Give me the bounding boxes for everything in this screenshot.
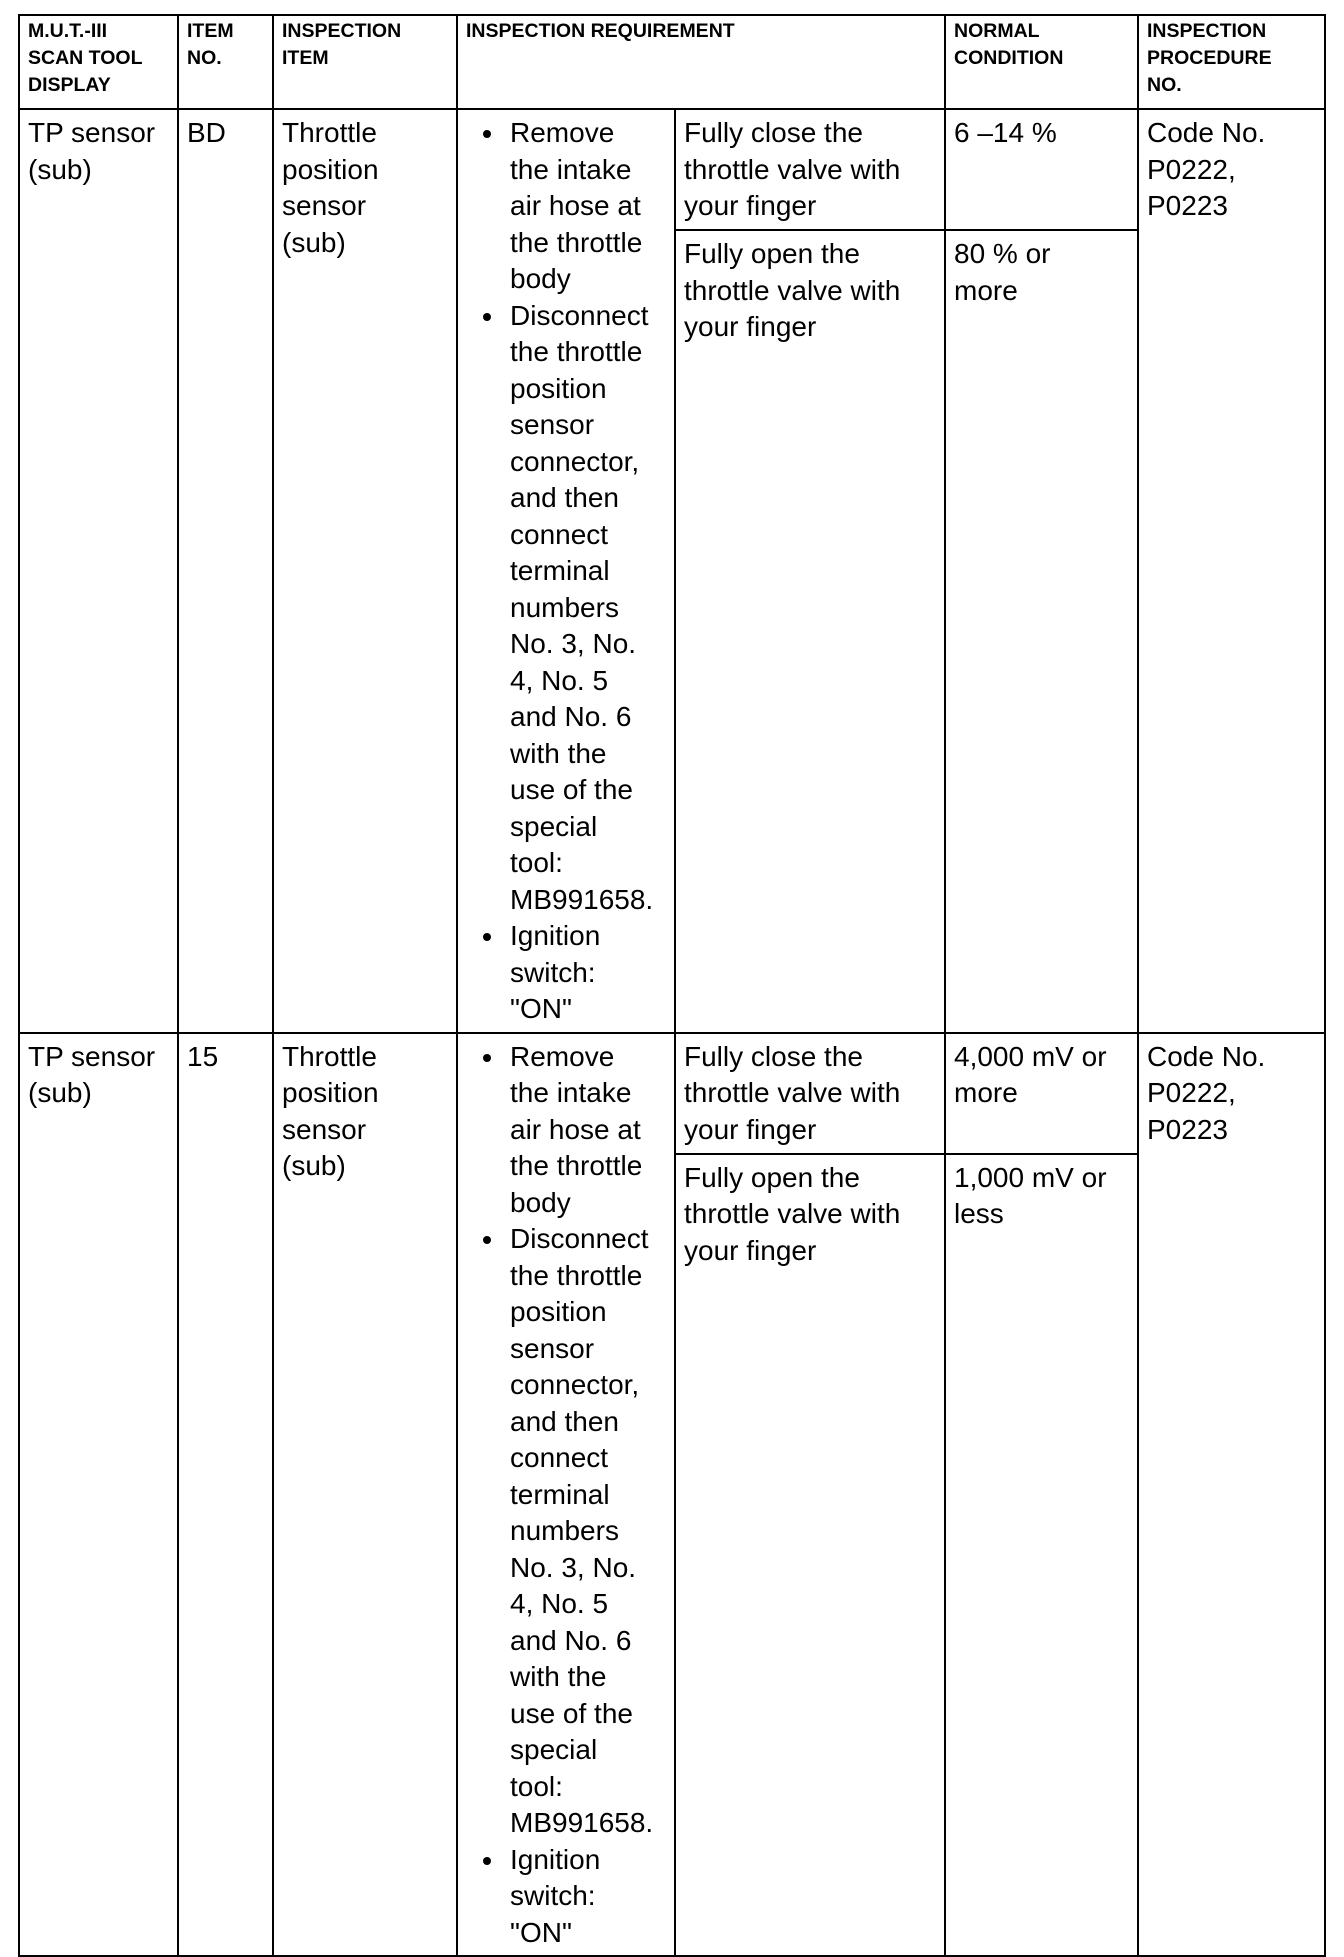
header-text: INSPECTION REQUIREMENT xyxy=(466,20,735,42)
header-scan-tool-display xyxy=(19,15,178,109)
header-inspection-procedure-no xyxy=(1138,15,1325,109)
header-text: M.U.T.-III xyxy=(28,20,108,42)
cell-text: throttle valve with xyxy=(684,153,901,185)
cell-text: No. 3, No. xyxy=(510,628,637,659)
header-text: CONDITION xyxy=(954,47,1064,69)
cell-text: and No. 6 xyxy=(510,1624,632,1656)
cell-text: your finger xyxy=(684,1234,817,1266)
cell-text: your finger xyxy=(684,1113,817,1145)
cell-text: Code No. xyxy=(1147,117,1266,148)
cell-text: Fully close the xyxy=(684,117,863,148)
item-no-cell xyxy=(178,109,273,1033)
list-item xyxy=(466,298,668,919)
cell-text: throttle valve with xyxy=(684,1198,901,1229)
inspection-item-cell xyxy=(273,109,457,1033)
cell-text: the intake xyxy=(510,1077,632,1108)
cell-text: numbers xyxy=(510,591,619,623)
cell-text: No. 3, No. xyxy=(510,1551,637,1583)
cell-text: connect xyxy=(510,1442,609,1473)
normal-condition-cell xyxy=(945,1154,1138,1957)
cell-text: connect xyxy=(510,518,609,550)
cell-text: with the xyxy=(510,737,607,769)
cell-text: "ON" xyxy=(510,1916,572,1948)
scan-tool-display-cell xyxy=(19,109,178,1033)
cell-text: Disconnect xyxy=(510,299,649,331)
list-item xyxy=(466,918,668,1028)
cell-text: Throttle xyxy=(282,1040,377,1072)
cell-text: Code No. xyxy=(1147,1040,1266,1072)
cell-text: Remove xyxy=(510,1040,615,1072)
cell-text: body xyxy=(510,1186,571,1218)
cell-text: position xyxy=(282,1077,379,1108)
header-text: DISPLAY xyxy=(28,74,111,96)
cell-text: use of the xyxy=(510,774,633,805)
condition-action-cell xyxy=(675,1154,945,1957)
cell-text: and No. 6 xyxy=(510,701,632,732)
cell-text: (sub) xyxy=(282,1150,346,1181)
cell-text: (sub) xyxy=(28,153,92,185)
normal-condition-cell xyxy=(945,230,1138,1033)
cell-text: more xyxy=(954,274,1018,306)
table-row xyxy=(19,1033,1325,1154)
cell-text: sensor xyxy=(282,190,367,221)
list-item xyxy=(466,1039,668,1222)
inspection-item-cell xyxy=(273,1033,457,1957)
cell-text: your finger xyxy=(684,190,817,221)
header-text: NORMAL xyxy=(954,20,1040,42)
header-text: PROCEDURE xyxy=(1147,47,1272,69)
cell-text: the throttle xyxy=(510,226,643,258)
cell-text: Remove xyxy=(510,117,615,148)
cell-text: (sub) xyxy=(282,226,346,258)
cell-text: sensor xyxy=(510,409,595,440)
cell-text: the throttle xyxy=(510,1259,643,1291)
cell-text: (sub) xyxy=(28,1077,92,1108)
cell-text: throttle valve with xyxy=(684,1077,901,1108)
cell-text: position xyxy=(510,372,607,404)
cell-text: tool: xyxy=(510,847,563,878)
cell-text: air hose at xyxy=(510,1113,641,1145)
cell-text: less xyxy=(954,1198,1004,1229)
cell-text: throttle valve with xyxy=(684,274,901,306)
cell-text: switch: xyxy=(510,1880,596,1911)
cell-text: and then xyxy=(510,482,619,513)
cell-text: with the xyxy=(510,1661,607,1692)
cell-text: air hose at xyxy=(510,190,641,221)
inspection-procedure-cell xyxy=(1138,109,1325,1033)
cell-text: P0223 xyxy=(1147,190,1228,221)
requirement-list xyxy=(466,1039,668,1952)
header-text: INSPECTION xyxy=(282,20,402,42)
cell-text: special xyxy=(510,1734,598,1765)
cell-text: more xyxy=(954,1077,1018,1108)
cell-text: the throttle xyxy=(510,336,643,367)
cell-text: BD xyxy=(187,117,226,148)
cell-text: MB991658. xyxy=(510,883,654,915)
cell-text: Ignition xyxy=(510,1843,601,1875)
list-item xyxy=(466,1221,668,1842)
inspection-requirement-list-cell xyxy=(457,109,675,1033)
header-inspection-requirement xyxy=(457,15,945,109)
cell-text: switch: xyxy=(510,956,596,988)
cell-text: 1,000 mV or xyxy=(954,1161,1107,1193)
header-text: SCAN TOOL xyxy=(28,47,143,69)
cell-text: 4,000 mV or xyxy=(954,1040,1107,1072)
cell-text: the throttle xyxy=(510,1150,643,1181)
cell-text: connector, xyxy=(510,1369,640,1400)
cell-text: special xyxy=(510,810,598,842)
cell-text: "ON" xyxy=(510,993,572,1024)
inspection-procedure-cell xyxy=(1138,1033,1325,1957)
list-item xyxy=(466,1842,668,1952)
cell-text: terminal xyxy=(510,1478,610,1510)
header-item-no xyxy=(178,15,273,109)
header-text: ITEM xyxy=(187,20,234,42)
cell-text: body xyxy=(510,263,571,294)
inspection-requirement-list-cell xyxy=(457,1033,675,1957)
inspection-table xyxy=(18,14,1326,1957)
cell-text: P0222, xyxy=(1147,153,1236,185)
cell-text: terminal xyxy=(510,555,610,586)
cell-text: and then xyxy=(510,1405,619,1437)
cell-text: Throttle xyxy=(282,117,377,148)
cell-text: sensor xyxy=(282,1113,367,1145)
header-row xyxy=(19,15,1325,109)
cell-text: Fully open the xyxy=(684,238,860,269)
cell-text: Fully close the xyxy=(684,1040,863,1072)
cell-text: position xyxy=(282,153,379,185)
cell-text: tool: xyxy=(510,1770,563,1802)
cell-text: position xyxy=(510,1296,607,1327)
table-row xyxy=(19,109,1325,230)
cell-text: TP sensor xyxy=(28,117,156,148)
cell-text: Disconnect xyxy=(510,1223,649,1254)
cell-text: numbers xyxy=(510,1515,619,1546)
cell-text: Ignition xyxy=(510,920,601,951)
condition-action-cell xyxy=(675,109,945,230)
header-text: INSPECTION xyxy=(1147,20,1267,42)
cell-text: use of the xyxy=(510,1697,633,1729)
list-item xyxy=(466,115,668,298)
cell-text: sensor xyxy=(510,1332,595,1364)
cell-text: the intake xyxy=(510,153,632,185)
cell-text: MB991658. xyxy=(510,1807,654,1838)
cell-text: 15 xyxy=(187,1040,219,1072)
header-text: ITEM xyxy=(282,47,329,69)
cell-text: 6 –14 % xyxy=(954,117,1057,148)
cell-text: P0222, xyxy=(1147,1077,1236,1108)
header-text: NO. xyxy=(187,47,222,69)
cell-text: Fully open the xyxy=(684,1161,860,1193)
cell-text: TP sensor xyxy=(28,1040,156,1072)
cell-text: connector, xyxy=(510,445,640,477)
header-inspection-item xyxy=(273,15,457,109)
cell-text: 4, No. 5 xyxy=(510,664,609,696)
scan-tool-display-cell xyxy=(19,1033,178,1957)
item-no-cell xyxy=(178,1033,273,1957)
cell-text: P0223 xyxy=(1147,1113,1228,1145)
condition-action-cell xyxy=(675,230,945,1033)
normal-condition-cell xyxy=(945,1033,1138,1154)
normal-condition-cell xyxy=(945,109,1138,230)
cell-text: your finger xyxy=(684,311,817,342)
cell-text: 80 % or xyxy=(954,238,1051,269)
condition-action-cell xyxy=(675,1033,945,1154)
header-text: NO. xyxy=(1147,74,1182,96)
header-normal-condition xyxy=(945,15,1138,109)
requirement-list xyxy=(466,115,668,1028)
cell-text: 4, No. 5 xyxy=(510,1588,609,1619)
